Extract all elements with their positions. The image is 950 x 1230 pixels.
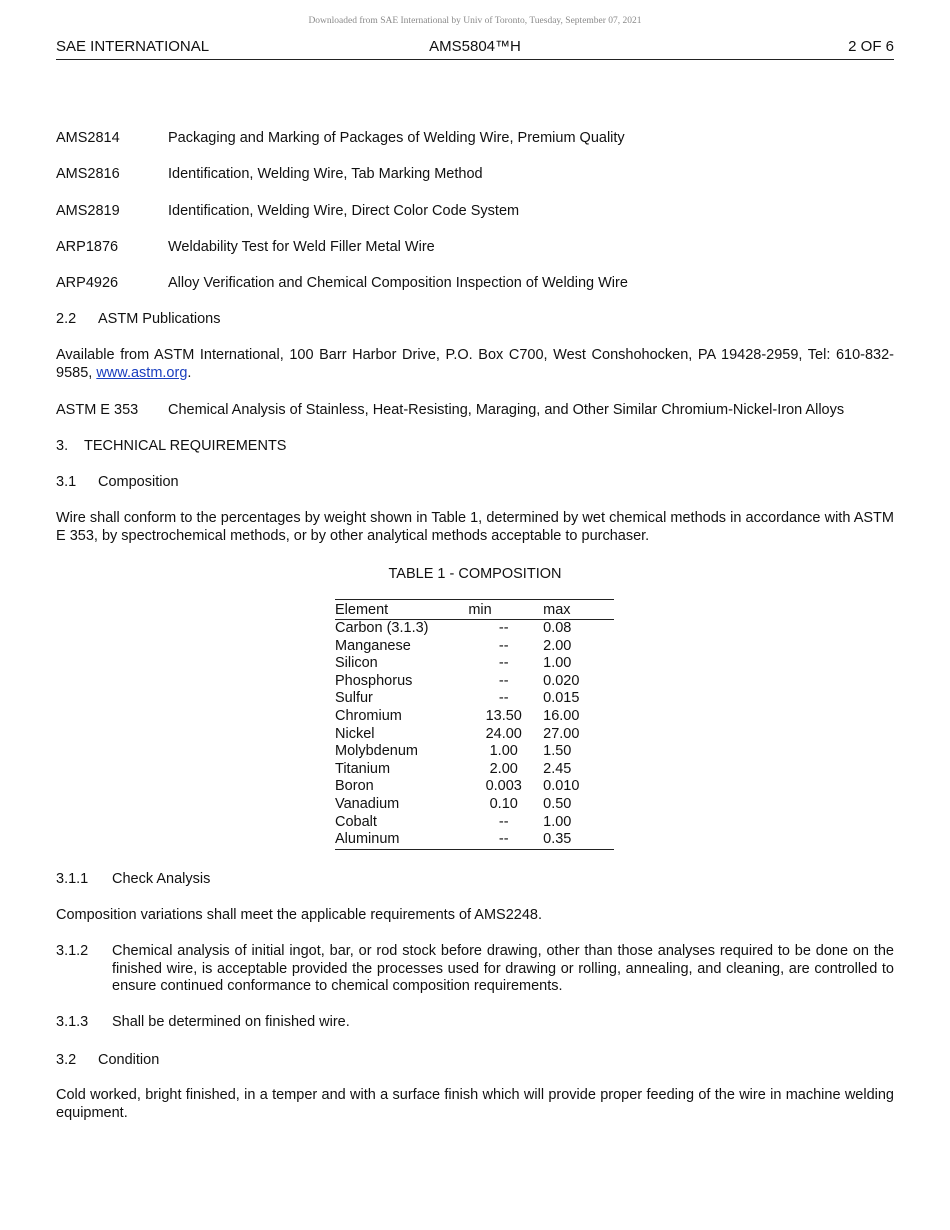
reference-code: ARP1876 (56, 239, 119, 255)
max-cell: 1.00 (543, 655, 572, 672)
download-watermark: Downloaded from SAE International by Univ of Toronto, Tuesday, September 07, 2021 (308, 16, 642, 26)
min-cell: -- (498, 831, 509, 848)
element-cell: Silicon (335, 655, 378, 672)
table-row (335, 690, 614, 708)
element-cell: Cobalt (335, 813, 377, 830)
section-number: 3.1.1 (56, 871, 89, 887)
section-heading-3 (56, 437, 286, 455)
min-cell: 13.50 (485, 707, 522, 724)
max-cell: 0.50 (543, 795, 572, 812)
section-number: 3.1.2 (56, 943, 89, 959)
table-row (335, 673, 614, 691)
min-cell: -- (498, 672, 509, 689)
table-row (335, 796, 614, 814)
section-title: Check Analysis (112, 871, 211, 887)
table-row (335, 620, 614, 638)
composition-table (335, 599, 614, 850)
max-cell: 16.00 (543, 707, 580, 724)
section-heading-3-2 (56, 1051, 159, 1069)
section-text: Chemical analysis of initial ingot, bar, or rod stock before drawing, other than those analyses required to be done on the finished wire, is acceptable provided the processes used for drawing or rolling, annealing, and cleaning, are controlled to ensure continued conformance to chemical composition requirements. (112, 943, 894, 994)
reference-title: Alloy Verification and Chemical Composition Inspection of Welding Wire (168, 275, 628, 291)
header-document-number: AMS5804™H (429, 38, 521, 55)
max-cell: 0.020 (543, 672, 580, 689)
section-3-1-2 (56, 943, 894, 996)
table-row (335, 814, 614, 832)
header-min: min (468, 600, 539, 620)
section-title: Composition (98, 474, 179, 490)
condition-paragraph: Cold worked, bright finished, in a temper and with a surface finish which will provide proper feeding of the wire in machine welding equipment. (56, 1087, 894, 1121)
table-row (335, 708, 614, 726)
element-cell: Sulfur (335, 690, 373, 707)
min-cell: 0.003 (485, 778, 522, 795)
min-cell: 2.00 (489, 760, 518, 777)
table-row (335, 761, 614, 779)
astm-availability-end: . (187, 364, 192, 381)
reference-item (56, 202, 519, 220)
astm-availability-paragraph (56, 347, 894, 382)
min-cell: -- (498, 655, 509, 672)
header-publisher: SAE INTERNATIONAL (56, 38, 210, 55)
reference-title: Identification, Welding Wire, Tab Marking Method (168, 166, 483, 182)
max-cell: 1.50 (543, 743, 572, 760)
reference-item (56, 238, 435, 256)
reference-title: Packaging and Marking of Packages of Welding Wire, Premium Quality (168, 130, 625, 146)
reference-code: ARP4926 (56, 275, 119, 291)
astm-reference-item (56, 401, 844, 419)
section-heading-3-1 (56, 473, 179, 491)
reference-title: Weldability Test for Weld Filler Metal Wire (168, 239, 435, 255)
element-cell: Carbon (3.1.3) (335, 620, 429, 636)
section-number: 3. (56, 438, 69, 454)
max-cell: 27.00 (543, 725, 580, 742)
min-cell: 0.10 (489, 795, 518, 812)
page-header (56, 38, 894, 60)
section-text: Shall be determined on finished wire. (112, 1014, 350, 1030)
header-page-number: 2 OF 6 (848, 38, 894, 55)
table-header-row (335, 600, 614, 620)
section-heading-3-1-1 (56, 870, 210, 888)
reference-item (56, 129, 625, 147)
max-cell: 0.010 (543, 778, 580, 795)
section-number: 3.1 (56, 474, 77, 490)
section-title: ASTM Publications (98, 311, 221, 327)
table-row (335, 743, 614, 761)
element-cell: Titanium (335, 760, 391, 777)
table-row (335, 655, 614, 673)
min-cell: 24.00 (485, 725, 522, 742)
max-cell: 2.00 (543, 637, 572, 654)
max-cell: 0.015 (543, 690, 580, 707)
reference-code: AMS2819 (56, 203, 120, 219)
element-cell: Aluminum (335, 831, 400, 848)
reference-item (56, 165, 483, 183)
reference-code: AMS2814 (56, 130, 120, 146)
element-cell: Chromium (335, 707, 402, 724)
element-cell: Vanadium (335, 795, 400, 812)
element-cell: Molybdenum (335, 743, 419, 760)
section-heading-2-2 (56, 310, 221, 328)
max-cell: 1.00 (543, 813, 572, 830)
header-max: max (539, 600, 614, 620)
section-3-1-3 (56, 1014, 894, 1032)
section-title: TECHNICAL REQUIREMENTS (84, 438, 287, 454)
min-cell: -- (498, 690, 509, 707)
min-cell: 1.00 (489, 743, 518, 760)
reference-item (56, 274, 628, 292)
element-cell: Phosphorus (335, 672, 413, 689)
max-cell: 0.35 (543, 831, 572, 848)
reference-title: Chemical Analysis of Stainless, Heat-Resisting, Maraging, and Other Similar Chromium-Nickel-Iron Alloys (168, 402, 845, 418)
astm-website-link[interactable]: www.astm.org (96, 364, 188, 381)
section-number: 3.2 (56, 1052, 77, 1068)
max-cell: 2.45 (543, 760, 572, 777)
min-cell: -- (498, 637, 509, 654)
element-cell: Boron (335, 778, 374, 795)
reference-title: Identification, Welding Wire, Direct Color Code System (168, 203, 520, 219)
section-number: 2.2 (56, 311, 77, 327)
element-cell: Nickel (335, 725, 375, 742)
header-element: Element (335, 600, 468, 620)
composition-paragraph: Wire shall conform to the percentages by weight shown in Table 1, determined by wet chemical methods in accordance with ASTM E 353, by spectrochemical methods, or by other analytical methods acceptable to purchaser. (56, 510, 894, 544)
check-analysis-paragraph: Composition variations shall meet the applicable requirements of AMS2248. (56, 907, 543, 923)
table-row (335, 726, 614, 744)
table-row (335, 831, 614, 849)
table-row (335, 778, 614, 796)
section-number: 3.1.3 (56, 1014, 89, 1030)
min-cell: -- (498, 813, 509, 830)
table-title: TABLE 1 - COMPOSITION (388, 566, 562, 582)
table-row (335, 638, 614, 656)
reference-code: ASTM E 353 (56, 402, 139, 418)
section-title: Condition (98, 1052, 160, 1068)
min-cell: -- (498, 620, 509, 636)
element-cell: Manganese (335, 637, 411, 654)
astm-availability-text: Available from ASTM International, 100 Barr Harbor Drive, P.O. Box C700, West Conshohocken, PA 19428-2959, Tel: 610-832-9585, (56, 347, 894, 381)
reference-code: AMS2816 (56, 166, 120, 182)
max-cell: 0.08 (543, 620, 572, 636)
